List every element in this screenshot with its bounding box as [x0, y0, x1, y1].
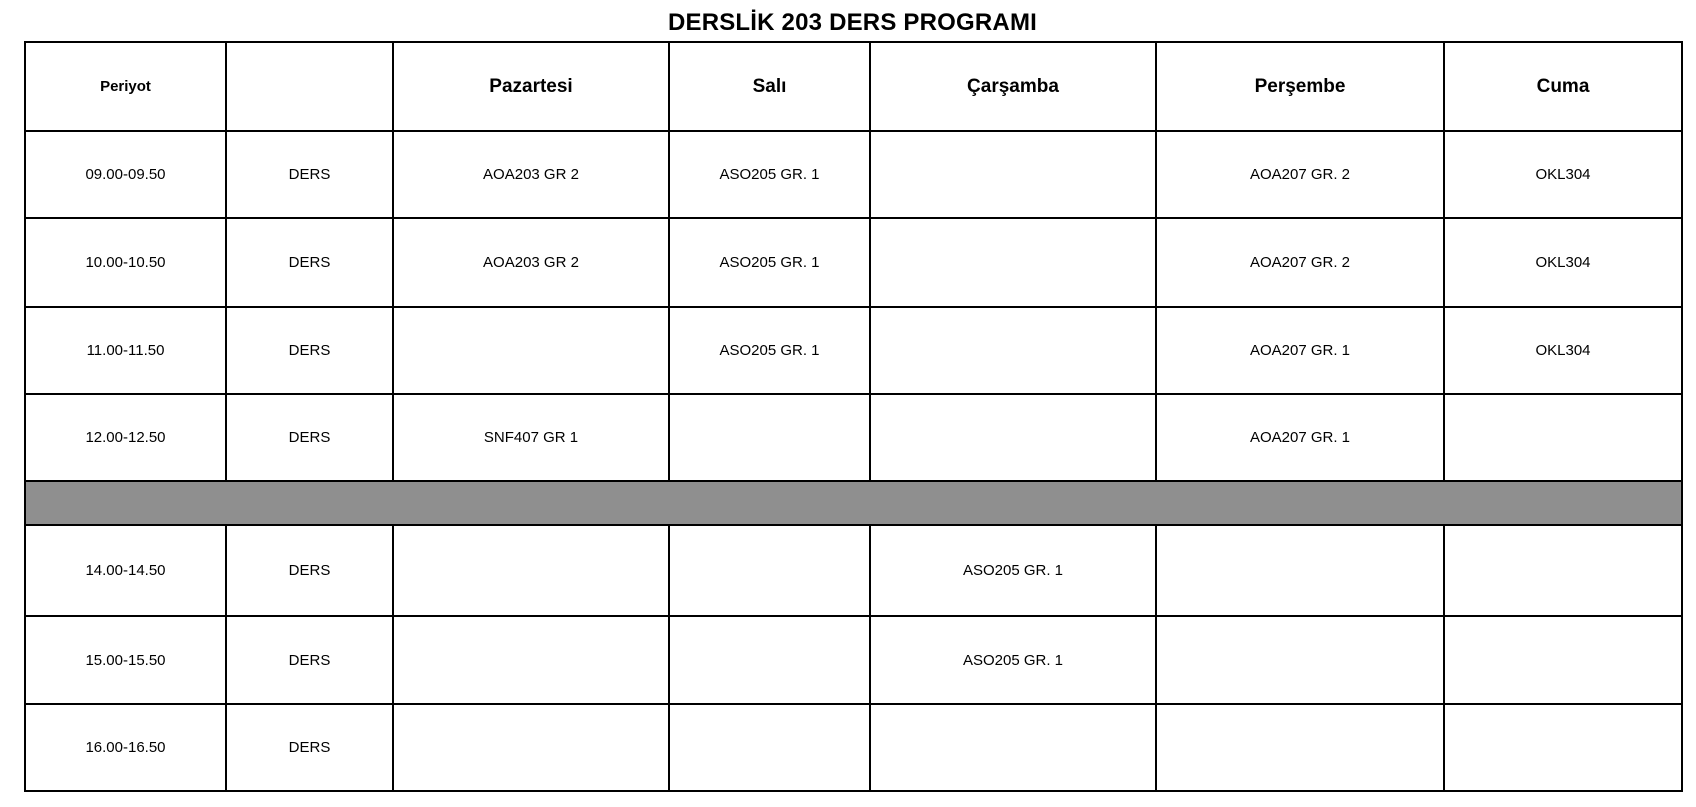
persembe-cell: AOA207 GR. 1	[1156, 394, 1444, 481]
sali-cell	[669, 525, 870, 616]
type-cell: DERS	[226, 394, 393, 481]
period-cell: 16.00-16.50	[25, 704, 226, 791]
persembe-cell	[1156, 704, 1444, 791]
sali-cell	[669, 616, 870, 704]
persembe-cell: AOA207 GR. 2	[1156, 218, 1444, 307]
sali-cell: ASO205 GR. 1	[669, 131, 870, 218]
pazartesi-cell	[393, 307, 669, 394]
type-cell: DERS	[226, 131, 393, 218]
header-row	[25, 42, 1682, 131]
table-row	[25, 704, 1682, 791]
pazartesi-cell	[393, 704, 669, 791]
cuma-cell: OKL304	[1444, 218, 1682, 307]
schedule-table	[24, 41, 1683, 792]
carsamba-cell	[870, 218, 1156, 307]
persembe-cell: AOA207 GR. 2	[1156, 131, 1444, 218]
table-row	[25, 307, 1682, 394]
table-row	[25, 525, 1682, 616]
sali-cell: ASO205 GR. 1	[669, 307, 870, 394]
period-cell: 11.00-11.50	[25, 307, 226, 394]
pazartesi-cell: AOA203 GR 2	[393, 218, 669, 307]
type-cell: DERS	[226, 704, 393, 791]
sali-cell	[669, 704, 870, 791]
persembe-cell	[1156, 616, 1444, 704]
type-cell: DERS	[226, 525, 393, 616]
cuma-cell: OKL304	[1444, 131, 1682, 218]
header-carsamba: Çarşamba	[870, 42, 1156, 131]
cuma-cell: OKL304	[1444, 307, 1682, 394]
lunch-break-row	[25, 481, 1682, 525]
carsamba-cell	[870, 394, 1156, 481]
pazartesi-cell: SNF407 GR 1	[393, 394, 669, 481]
header-cuma: Cuma	[1444, 42, 1682, 131]
pazartesi-cell: AOA203 GR 2	[393, 131, 669, 218]
cuma-cell	[1444, 394, 1682, 481]
pazartesi-cell	[393, 616, 669, 704]
header-pazartesi: Pazartesi	[393, 42, 669, 131]
table-row	[25, 616, 1682, 704]
carsamba-cell: ASO205 GR. 1	[870, 525, 1156, 616]
period-cell: 10.00-10.50	[25, 218, 226, 307]
sali-cell: ASO205 GR. 1	[669, 218, 870, 307]
pazartesi-cell	[393, 525, 669, 616]
carsamba-cell	[870, 307, 1156, 394]
type-cell: DERS	[226, 307, 393, 394]
page-title: DERSLİK 203 DERS PROGRAMI	[667, 9, 1038, 36]
header-empty	[226, 42, 393, 131]
cuma-cell	[1444, 616, 1682, 704]
carsamba-cell	[870, 131, 1156, 218]
table-row	[25, 131, 1682, 218]
persembe-cell: AOA207 GR. 1	[1156, 307, 1444, 394]
cuma-cell	[1444, 525, 1682, 616]
period-cell: 14.00-14.50	[25, 525, 226, 616]
period-cell: 09.00-09.50	[25, 131, 226, 218]
sali-cell	[669, 394, 870, 481]
carsamba-cell: ASO205 GR. 1	[870, 616, 1156, 704]
lunch-break-cell	[25, 481, 1682, 525]
period-cell: 15.00-15.50	[25, 616, 226, 704]
type-cell: DERS	[226, 616, 393, 704]
table-row	[25, 218, 1682, 307]
period-cell: 12.00-12.50	[25, 394, 226, 481]
header-persembe: Perşembe	[1156, 42, 1444, 131]
header-sali: Salı	[669, 42, 870, 131]
persembe-cell	[1156, 525, 1444, 616]
type-cell: DERS	[226, 218, 393, 307]
table-row	[25, 394, 1682, 481]
header-periyot: Periyot	[25, 42, 226, 131]
carsamba-cell	[870, 704, 1156, 791]
cuma-cell	[1444, 704, 1682, 791]
